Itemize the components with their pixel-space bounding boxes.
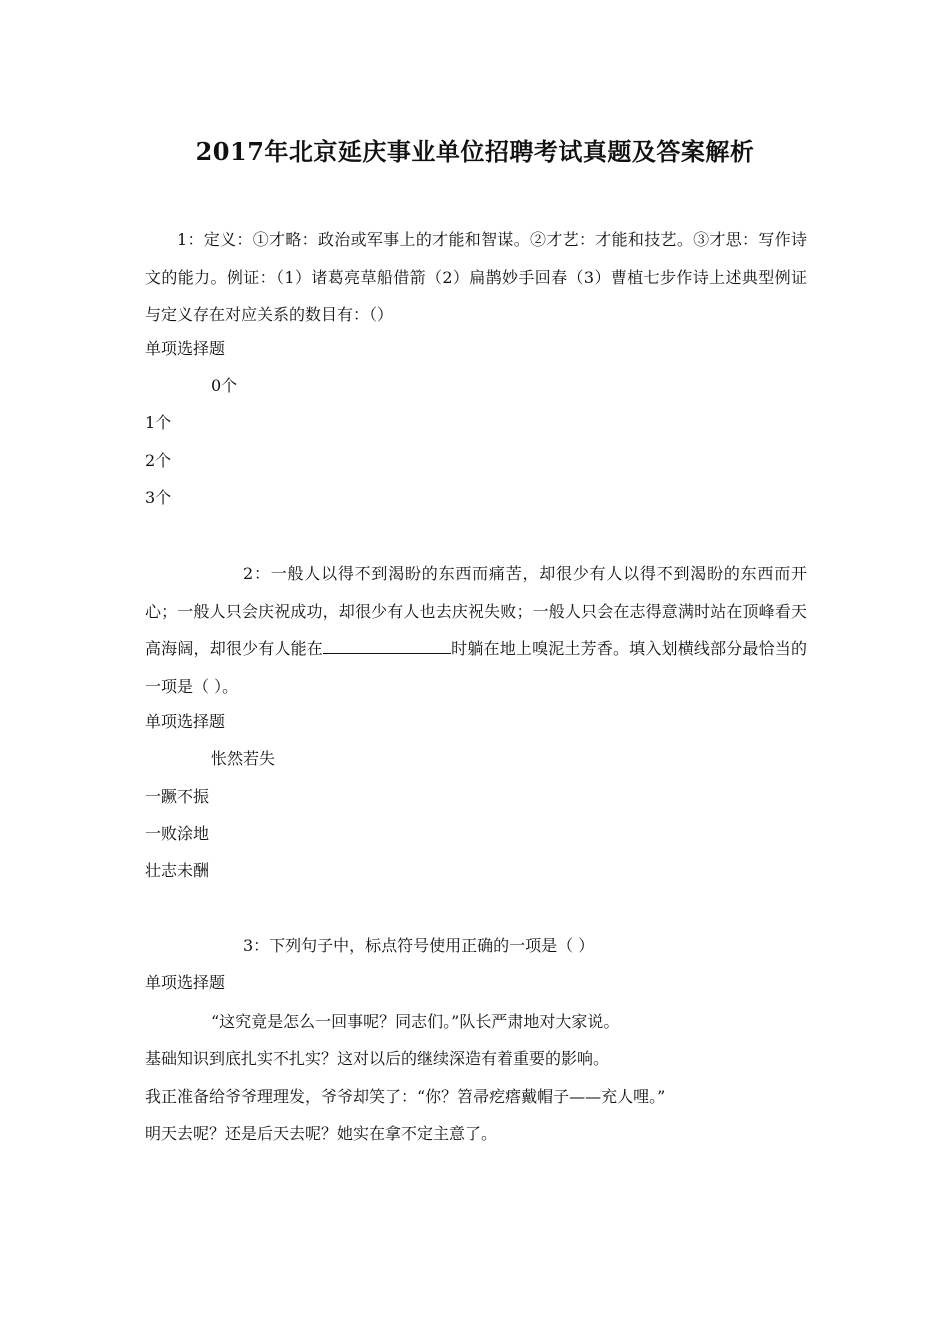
question-2-stem <box>145 555 807 705</box>
question-1-option-c: 2个 <box>145 451 172 470</box>
question-2-option-c: 一败涂地 <box>145 824 210 843</box>
question-1-option-b: 1个 <box>145 413 172 432</box>
question-3-type: 单项选择题 <box>145 973 226 992</box>
question-3-option-d: 明天去呢？还是后天去呢？她实在拿不定主意了。 <box>145 1124 498 1143</box>
question-2-option-d: 壮志未酬 <box>145 861 210 880</box>
question-2-stem-after: 时躺在地上嗅泥土芳香。填入划横线部分最恰当的一项是（ ）。 <box>145 639 807 696</box>
answer-blank <box>323 639 451 654</box>
question-3-option-a: “这究竟是怎么一回事呢？同志们。”队长严肃地对大家说。 <box>211 1012 620 1031</box>
question-3-stem: 3：下列句子中，标点符号使用正确的一项是（ ） <box>243 936 595 955</box>
question-2-type: 单项选择题 <box>145 712 226 731</box>
question-2-option-b: 一蹶不振 <box>145 787 210 806</box>
question-3-option-b: 基础知识到底扎实不扎实？这对以后的继续深造有着重要的影响。 <box>145 1049 610 1068</box>
question-2-option-a: 怅然若失 <box>211 749 276 768</box>
question-1-option-a: 0个 <box>211 376 238 395</box>
question-1-stem: 1：定义：①才略：政治或军事上的才能和智谋。②才艺：才能和技艺。③才思：写作诗文的能力。例证：（1）诸葛亮草船借箭（2）扁鹊妙手回春（3）曹植七步作诗上述典型例证与定义存在对应关系的数目有：（） <box>145 230 807 324</box>
page-title: 2017年北京延庆事业单位招聘考试真题及答案解析 <box>195 137 755 166</box>
question-1-type: 单项选择题 <box>145 339 226 358</box>
question-2-stem-before: 2：一般人以得不到渴盼的东西而痛苦，却很少有人以得不到渴盼的东西而开心；一般人只会庆祝成功，却很少有人也去庆祝失败；一般人只会在志得意满时站在顶峰看天高海阔，却很少有人能在 <box>145 564 807 658</box>
question-3-option-c: 我正准备给爷爷理理发，爷爷却笑了：“你？笤帚疙瘩戴帽子——充人哩。” <box>145 1087 666 1106</box>
question-1-option-d: 3个 <box>145 488 172 507</box>
